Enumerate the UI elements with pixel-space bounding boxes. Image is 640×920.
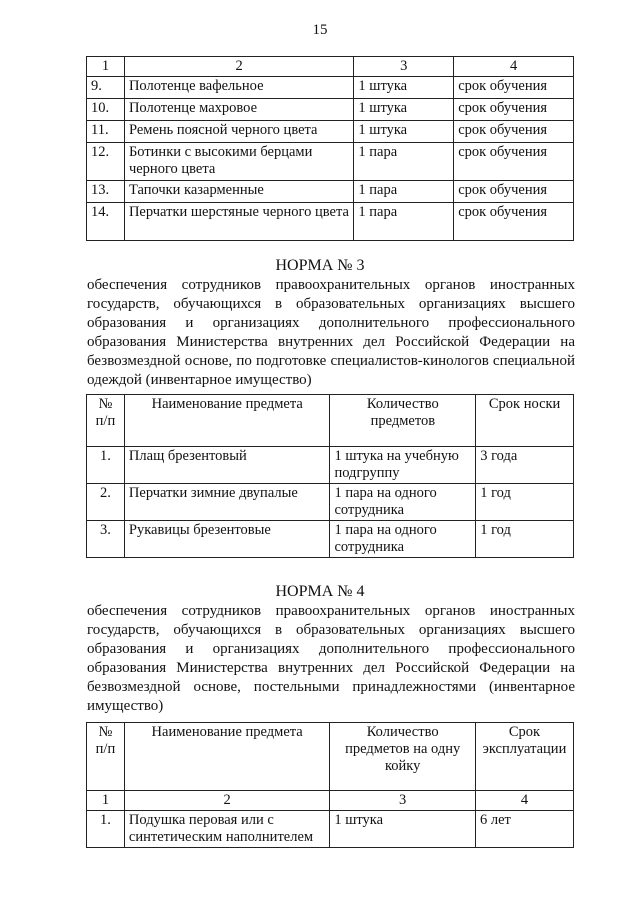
row-num: 11. [87,121,125,143]
page-number: 15 [312,22,328,38]
row-name: Ремень поясной черного цвета [124,121,353,143]
table-row [87,99,574,121]
row-name: Полотенце вафельное [124,77,353,99]
norm4-description: обеспечения сотрудников правоохранительных органов иностранных государств, обучающихся в образовательных организациях высшего образования и организациях дополнительного профессионального образования Министерства внутренних дел Российской Федерации на безвозмездной основе, постельными принадлежностями (инвентарное имущество) [87,603,575,714]
row-qty: 1 штука [354,121,454,143]
table-row [87,484,574,521]
row-qty: 1 пара [354,143,454,181]
index-cell: 1 [87,791,125,811]
header-cell: 3 [354,57,454,77]
header-qty: Количество предметов на одну койку [330,723,476,791]
row-qty: 1 штука [354,99,454,121]
row-num: 1. [87,811,125,848]
row-term: 1 год [476,521,574,558]
row-name: Рукавицы брезентовые [124,521,330,558]
row-term: срок обучения [454,143,574,181]
table-header-row [87,57,574,77]
table-header-row [87,723,574,791]
header-num: № п/п [87,395,125,447]
header-cell: 1 [87,57,125,77]
row-num: 1. [87,447,125,484]
row-num: 10. [87,99,125,121]
header-cell: 4 [454,57,574,77]
table-row [87,143,574,181]
row-qty: 1 пара на одного сотрудника [330,484,476,521]
row-qty: 1 пара [354,181,454,203]
row-qty: 1 штука [330,811,476,848]
row-term: 3 года [476,447,574,484]
index-cell: 3 [330,791,476,811]
table-row [87,181,574,203]
row-qty: 1 штука [354,77,454,99]
row-term: срок обучения [454,99,574,121]
row-term: срок обучения [454,203,574,241]
row-term: 6 лет [475,811,573,848]
row-name: Плащ брезентовый [124,447,330,484]
header-term: Срок носки [476,395,574,447]
header-num: № п/п [87,723,125,791]
norm3-table [86,394,574,558]
row-name: Тапочки казарменные [124,181,353,203]
row-qty: 1 пара на одного сотрудника [330,521,476,558]
row-term: срок обучения [454,181,574,203]
table-row [87,203,574,241]
norm4-title: НОРМА № 4 [275,583,365,600]
row-name: Подушка перовая или с синтетическим наполнителем [124,811,329,848]
header-cell: 2 [124,57,353,77]
row-name: Полотенце махровое [124,99,353,121]
header-name: Наименование предмета [124,395,330,447]
norm3-title: НОРМА № 3 [275,257,365,274]
table-row [87,521,574,558]
row-num: 2. [87,484,125,521]
table-row [87,121,574,143]
row-num: 13. [87,181,125,203]
table-row [87,77,574,99]
row-num: 12. [87,143,125,181]
row-name: Ботинки с высокими берцами черного цвета [124,143,353,181]
row-num: 3. [87,521,125,558]
table-index-row [87,791,574,811]
row-num: 14. [87,203,125,241]
table-header-row [87,395,574,447]
row-qty: 1 пара [354,203,454,241]
row-term: 1 год [476,484,574,521]
row-qty: 1 штука на учебную подгруппу [330,447,476,484]
header-qty: Количество предметов [330,395,476,447]
norm4-table [86,722,574,848]
header-name: Наименование предмета [124,723,329,791]
row-term: срок обучения [454,121,574,143]
header-term: Срок эксплуатации [475,723,573,791]
table-row [87,811,574,848]
row-num: 9. [87,77,125,99]
index-cell: 4 [475,791,573,811]
row-name: Перчатки шерстяные черного цвета [124,203,353,241]
table-continuation [86,56,574,241]
index-cell: 2 [124,791,329,811]
table-row [87,447,574,484]
row-term: срок обучения [454,77,574,99]
norm3-description: обеспечения сотрудников правоохранительных органов иностранных государств, обучающихся в образовательных организациях высшего образования и организациях дополнительного профессионального образования Министерства внутренних дел Российской Федерации на безвозмездной основе, по подготовке специалистов-кинологов специальной одеждой (инвентарное имущество) [87,277,575,388]
row-name: Перчатки зимние двупалые [124,484,330,521]
